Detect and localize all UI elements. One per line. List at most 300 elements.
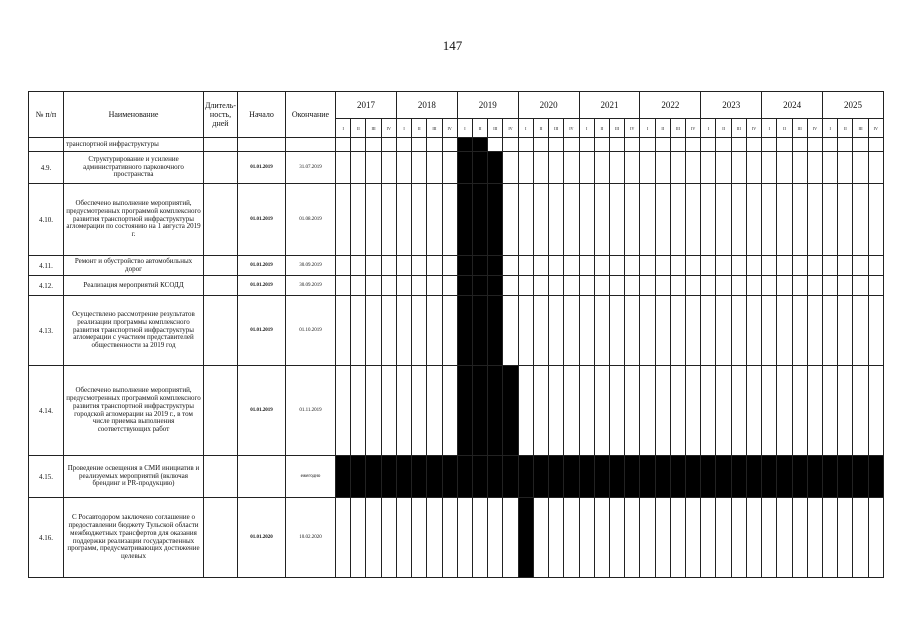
quarter-header: I xyxy=(579,119,594,138)
gantt-empty-cell xyxy=(381,152,396,184)
row-name: транспортной инфраструктуры xyxy=(64,138,204,152)
gantt-empty-cell xyxy=(701,498,716,578)
gantt-empty-cell xyxy=(457,498,472,578)
gantt-empty-cell xyxy=(412,366,427,456)
gantt-empty-cell xyxy=(686,256,701,276)
quarter-header: IV xyxy=(442,119,457,138)
gantt-bar-cell xyxy=(381,456,396,498)
gantt-empty-cell xyxy=(731,498,746,578)
gantt-empty-cell xyxy=(701,184,716,256)
quarter-header: IV xyxy=(807,119,822,138)
gantt-empty-cell xyxy=(609,366,624,456)
gantt-bar-cell xyxy=(488,256,503,276)
gantt-empty-cell xyxy=(533,256,548,276)
gantt-bar-cell xyxy=(457,152,472,184)
row-duration xyxy=(204,276,238,296)
quarter-header: II xyxy=(351,119,366,138)
gantt-empty-cell xyxy=(762,138,777,152)
row-start-date: 01.01.2019 xyxy=(238,184,286,256)
gantt-bar-cell xyxy=(549,456,564,498)
gantt-empty-cell xyxy=(427,184,442,256)
gantt-empty-cell xyxy=(686,138,701,152)
row-start-date: 01.01.2019 xyxy=(238,256,286,276)
gantt-empty-cell xyxy=(503,256,518,276)
quarter-header: II xyxy=(412,119,427,138)
gantt-empty-cell xyxy=(701,296,716,366)
gantt-empty-cell xyxy=(427,152,442,184)
row-number: 4.13. xyxy=(29,296,64,366)
row-name: Обеспечено выполнение мероприятий, предусмотренных программой комплексного развития транспортной инфраструктуры агломерации по состоянию на 1 августа 2019 г. xyxy=(64,184,204,256)
year-header: 2020 xyxy=(518,92,579,119)
gantt-empty-cell xyxy=(549,256,564,276)
row-start-date: 01.01.2020 xyxy=(238,498,286,578)
gantt-empty-cell xyxy=(396,276,411,296)
gantt-empty-cell xyxy=(655,138,670,152)
gantt-empty-cell xyxy=(381,366,396,456)
gantt-empty-cell xyxy=(716,498,731,578)
gantt-bar-cell xyxy=(488,276,503,296)
gantt-empty-cell xyxy=(640,366,655,456)
gantt-empty-cell xyxy=(351,366,366,456)
gantt-empty-cell xyxy=(731,184,746,256)
gantt-empty-cell xyxy=(792,366,807,456)
gantt-empty-cell xyxy=(442,184,457,256)
gantt-empty-cell xyxy=(853,366,868,456)
gantt-bar-cell xyxy=(762,456,777,498)
gantt-empty-cell xyxy=(609,184,624,256)
gantt-empty-cell xyxy=(838,296,853,366)
row-duration xyxy=(204,456,238,498)
gantt-bar-cell xyxy=(731,456,746,498)
gantt-empty-cell xyxy=(579,296,594,366)
gantt-empty-cell xyxy=(518,276,533,296)
gantt-empty-cell xyxy=(853,184,868,256)
gantt-empty-cell xyxy=(868,152,883,184)
gantt-empty-cell xyxy=(701,256,716,276)
gantt-empty-cell xyxy=(442,152,457,184)
gantt-bar-cell xyxy=(777,456,792,498)
gantt-empty-cell xyxy=(533,276,548,296)
row-start-date xyxy=(238,456,286,498)
gantt-empty-cell xyxy=(564,256,579,276)
gantt-empty-cell xyxy=(609,152,624,184)
gantt-empty-cell xyxy=(640,296,655,366)
gantt-bar-cell xyxy=(716,456,731,498)
header-start: Начало xyxy=(238,92,286,138)
row-start-date: 01.01.2019 xyxy=(238,366,286,456)
gantt-empty-cell xyxy=(807,152,822,184)
gantt-empty-cell xyxy=(488,498,503,578)
gantt-empty-cell xyxy=(746,152,761,184)
gantt-empty-cell xyxy=(579,276,594,296)
quarter-header: I xyxy=(823,119,838,138)
gantt-bar-cell xyxy=(640,456,655,498)
gantt-empty-cell xyxy=(412,152,427,184)
gantt-bar-cell xyxy=(472,256,487,276)
row-end-date: 01.08.2019 xyxy=(286,184,336,256)
gantt-empty-cell xyxy=(823,256,838,276)
gantt-empty-cell xyxy=(640,276,655,296)
gantt-empty-cell xyxy=(746,366,761,456)
gantt-bar-cell xyxy=(351,456,366,498)
gantt-empty-cell xyxy=(564,276,579,296)
gantt-empty-cell xyxy=(564,138,579,152)
gantt-empty-cell xyxy=(351,184,366,256)
gantt-bar-cell xyxy=(579,456,594,498)
gantt-empty-cell xyxy=(625,184,640,256)
gantt-empty-cell xyxy=(762,296,777,366)
row-number: 4.16. xyxy=(29,498,64,578)
gantt-empty-cell xyxy=(412,296,427,366)
gantt-empty-cell xyxy=(807,256,822,276)
gantt-empty-cell xyxy=(625,498,640,578)
gantt-bar-cell xyxy=(472,366,487,456)
gantt-empty-cell xyxy=(807,184,822,256)
row-end-date: 10.02.2020 xyxy=(286,498,336,578)
gantt-empty-cell xyxy=(503,184,518,256)
gantt-empty-cell xyxy=(381,138,396,152)
schedule-row xyxy=(29,366,884,456)
gantt-empty-cell xyxy=(640,498,655,578)
quarter-header: III xyxy=(731,119,746,138)
gantt-empty-cell xyxy=(609,138,624,152)
gantt-empty-cell xyxy=(381,256,396,276)
gantt-empty-cell xyxy=(868,296,883,366)
gantt-bar-cell xyxy=(564,456,579,498)
gantt-bar-cell xyxy=(472,276,487,296)
gantt-empty-cell xyxy=(655,256,670,276)
row-duration xyxy=(204,256,238,276)
gantt-empty-cell xyxy=(716,296,731,366)
gantt-empty-cell xyxy=(351,152,366,184)
row-duration xyxy=(204,296,238,366)
quarter-header: I xyxy=(640,119,655,138)
gantt-empty-cell xyxy=(503,138,518,152)
gantt-empty-cell xyxy=(823,138,838,152)
gantt-bar-cell xyxy=(823,456,838,498)
gantt-empty-cell xyxy=(533,296,548,366)
gantt-empty-cell xyxy=(564,366,579,456)
gantt-empty-cell xyxy=(868,498,883,578)
gantt-bar-cell xyxy=(609,456,624,498)
gantt-empty-cell xyxy=(868,366,883,456)
gantt-empty-cell xyxy=(686,184,701,256)
gantt-empty-cell xyxy=(762,152,777,184)
gantt-bar-cell xyxy=(457,138,472,152)
gantt-empty-cell xyxy=(655,366,670,456)
year-header: 2021 xyxy=(579,92,640,119)
gantt-empty-cell xyxy=(655,498,670,578)
gantt-bar-cell xyxy=(518,456,533,498)
gantt-empty-cell xyxy=(427,498,442,578)
gantt-empty-cell xyxy=(594,256,609,276)
gantt-empty-cell xyxy=(731,276,746,296)
gantt-empty-cell xyxy=(381,296,396,366)
schedule-row xyxy=(29,138,884,152)
quarter-header: IV xyxy=(746,119,761,138)
row-number: 4.11. xyxy=(29,256,64,276)
gantt-bar-cell xyxy=(336,456,351,498)
gantt-empty-cell xyxy=(503,276,518,296)
gantt-empty-cell xyxy=(518,296,533,366)
row-number: 4.12. xyxy=(29,276,64,296)
row-name: Осуществлено рассмотрение результатов реализации программы комплексного развития транспортной инфраструктуры агломерации с участием представителей общественности за 2019 год xyxy=(64,296,204,366)
gantt-empty-cell xyxy=(655,276,670,296)
gantt-bar-cell xyxy=(472,138,487,152)
gantt-empty-cell xyxy=(670,152,685,184)
gantt-empty-cell xyxy=(579,184,594,256)
quarter-header: II xyxy=(838,119,853,138)
gantt-bar-cell xyxy=(807,456,822,498)
year-header: 2024 xyxy=(762,92,823,119)
row-duration xyxy=(204,184,238,256)
gantt-empty-cell xyxy=(777,296,792,366)
gantt-empty-cell xyxy=(366,276,381,296)
quarter-header: I xyxy=(518,119,533,138)
gantt-empty-cell xyxy=(655,152,670,184)
gantt-empty-cell xyxy=(823,152,838,184)
gantt-bar-cell xyxy=(503,456,518,498)
quarter-header: IV xyxy=(503,119,518,138)
gantt-empty-cell xyxy=(823,276,838,296)
gantt-empty-cell xyxy=(518,152,533,184)
gantt-bar-cell xyxy=(488,152,503,184)
row-end-date: 30.09.2019 xyxy=(286,256,336,276)
gantt-bar-cell xyxy=(670,456,685,498)
row-name: Структурирование и усиление административного парковочного пространства xyxy=(64,152,204,184)
gantt-empty-cell xyxy=(640,256,655,276)
gantt-bar-cell xyxy=(488,456,503,498)
gantt-empty-cell xyxy=(427,276,442,296)
gantt-empty-cell xyxy=(838,256,853,276)
gantt-empty-cell xyxy=(746,138,761,152)
gantt-empty-cell xyxy=(655,184,670,256)
gantt-empty-cell xyxy=(762,366,777,456)
gantt-empty-cell xyxy=(670,184,685,256)
gantt-empty-cell xyxy=(701,276,716,296)
row-end-date: ежегодно xyxy=(286,456,336,498)
schedule-body xyxy=(29,138,884,578)
gantt-empty-cell xyxy=(533,138,548,152)
year-header: 2019 xyxy=(457,92,518,119)
gantt-empty-cell xyxy=(564,152,579,184)
gantt-empty-cell xyxy=(518,184,533,256)
year-header: 2023 xyxy=(701,92,762,119)
gantt-empty-cell xyxy=(838,152,853,184)
quarter-header: III xyxy=(366,119,381,138)
quarter-header: I xyxy=(457,119,472,138)
row-name: С Росавтодором заключено соглашение о предоставлении бюджету Тульской области межбюджетных трансфертов для оказания поддержки реализации государственных программ, предусматривающих достижение целевых xyxy=(64,498,204,578)
gantt-empty-cell xyxy=(792,276,807,296)
gantt-empty-cell xyxy=(625,138,640,152)
gantt-empty-cell xyxy=(336,152,351,184)
gantt-empty-cell xyxy=(533,498,548,578)
gantt-empty-cell xyxy=(716,152,731,184)
gantt-empty-cell xyxy=(366,498,381,578)
quarter-header: IV xyxy=(381,119,396,138)
gantt-empty-cell xyxy=(381,498,396,578)
gantt-schedule-table xyxy=(28,91,884,578)
quarter-header: III xyxy=(609,119,624,138)
row-name: Проведение освещения в СМИ инициатив и реализуемых мероприятий (включая брендинг и PR-продукцию) xyxy=(64,456,204,498)
row-number: 4.9. xyxy=(29,152,64,184)
gantt-empty-cell xyxy=(442,138,457,152)
gantt-bar-cell xyxy=(838,456,853,498)
quarter-header: III xyxy=(549,119,564,138)
row-name: Ремонт и обустройство автомобильных дорог xyxy=(64,256,204,276)
schedule-row xyxy=(29,152,884,184)
gantt-empty-cell xyxy=(549,366,564,456)
gantt-empty-cell xyxy=(792,256,807,276)
gantt-empty-cell xyxy=(564,184,579,256)
gantt-empty-cell xyxy=(746,276,761,296)
quarter-header: IV xyxy=(686,119,701,138)
gantt-empty-cell xyxy=(336,498,351,578)
gantt-bar-cell xyxy=(655,456,670,498)
gantt-empty-cell xyxy=(366,366,381,456)
quarter-header: III xyxy=(488,119,503,138)
gantt-empty-cell xyxy=(823,184,838,256)
schedule-row xyxy=(29,498,884,578)
gantt-empty-cell xyxy=(777,256,792,276)
header-end: Окончание xyxy=(286,92,336,138)
gantt-empty-cell xyxy=(503,498,518,578)
row-number: 4.14. xyxy=(29,366,64,456)
gantt-bar-cell xyxy=(412,456,427,498)
gantt-empty-cell xyxy=(609,256,624,276)
quarter-header: II xyxy=(472,119,487,138)
gantt-empty-cell xyxy=(351,138,366,152)
gantt-empty-cell xyxy=(396,184,411,256)
gantt-empty-cell xyxy=(609,296,624,366)
gantt-empty-cell xyxy=(442,498,457,578)
gantt-empty-cell xyxy=(807,296,822,366)
gantt-empty-cell xyxy=(427,296,442,366)
row-end-date: 30.09.2019 xyxy=(286,276,336,296)
gantt-bar-cell xyxy=(792,456,807,498)
quarter-header: IV xyxy=(564,119,579,138)
gantt-bar-cell xyxy=(488,296,503,366)
gantt-empty-cell xyxy=(838,184,853,256)
gantt-empty-cell xyxy=(762,276,777,296)
quarter-header: II xyxy=(777,119,792,138)
gantt-empty-cell xyxy=(336,256,351,276)
gantt-empty-cell xyxy=(762,256,777,276)
gantt-empty-cell xyxy=(396,296,411,366)
gantt-bar-cell xyxy=(518,498,533,578)
gantt-empty-cell xyxy=(412,498,427,578)
row-duration xyxy=(204,138,238,152)
gantt-empty-cell xyxy=(336,138,351,152)
row-end-date: 31.07.2019 xyxy=(286,152,336,184)
gantt-empty-cell xyxy=(549,184,564,256)
gantt-empty-cell xyxy=(366,296,381,366)
gantt-empty-cell xyxy=(868,138,883,152)
gantt-empty-cell xyxy=(564,296,579,366)
gantt-bar-cell xyxy=(488,184,503,256)
gantt-empty-cell xyxy=(412,184,427,256)
gantt-empty-cell xyxy=(366,138,381,152)
gantt-empty-cell xyxy=(442,366,457,456)
gantt-empty-cell xyxy=(579,498,594,578)
quarter-header: I xyxy=(701,119,716,138)
gantt-empty-cell xyxy=(625,152,640,184)
row-end-date: 01.11.2019 xyxy=(286,366,336,456)
gantt-empty-cell xyxy=(396,138,411,152)
gantt-empty-cell xyxy=(807,366,822,456)
row-start-date: 01.01.2019 xyxy=(238,276,286,296)
gantt-empty-cell xyxy=(442,296,457,366)
gantt-bar-cell xyxy=(533,456,548,498)
gantt-bar-cell xyxy=(472,184,487,256)
row-number: 4.15. xyxy=(29,456,64,498)
gantt-empty-cell xyxy=(777,184,792,256)
gantt-empty-cell xyxy=(686,276,701,296)
gantt-empty-cell xyxy=(594,152,609,184)
gantt-empty-cell xyxy=(549,152,564,184)
gantt-empty-cell xyxy=(746,296,761,366)
gantt-empty-cell xyxy=(549,276,564,296)
gantt-empty-cell xyxy=(381,276,396,296)
gantt-empty-cell xyxy=(503,152,518,184)
gantt-empty-cell xyxy=(716,184,731,256)
gantt-empty-cell xyxy=(396,498,411,578)
gantt-empty-cell xyxy=(777,498,792,578)
gantt-empty-cell xyxy=(792,184,807,256)
gantt-empty-cell xyxy=(823,296,838,366)
gantt-empty-cell xyxy=(351,276,366,296)
gantt-empty-cell xyxy=(594,138,609,152)
gantt-empty-cell xyxy=(686,498,701,578)
gantt-empty-cell xyxy=(868,256,883,276)
schedule-row xyxy=(29,276,884,296)
schedule-row xyxy=(29,456,884,498)
schedule-row xyxy=(29,184,884,256)
gantt-bar-cell xyxy=(868,456,883,498)
gantt-empty-cell xyxy=(366,184,381,256)
header-name: Наименование xyxy=(64,92,204,138)
gantt-empty-cell xyxy=(838,366,853,456)
gantt-empty-cell xyxy=(442,276,457,296)
gantt-empty-cell xyxy=(533,152,548,184)
gantt-empty-cell xyxy=(625,256,640,276)
schedule-row xyxy=(29,296,884,366)
gantt-empty-cell xyxy=(686,366,701,456)
gantt-empty-cell xyxy=(472,498,487,578)
quarter-header: II xyxy=(655,119,670,138)
row-duration xyxy=(204,366,238,456)
gantt-bar-cell xyxy=(442,456,457,498)
gantt-empty-cell xyxy=(792,296,807,366)
gantt-empty-cell xyxy=(838,276,853,296)
gantt-empty-cell xyxy=(533,184,548,256)
gantt-bar-cell xyxy=(686,456,701,498)
gantt-empty-cell xyxy=(823,366,838,456)
page-number: 147 xyxy=(442,38,463,53)
gantt-empty-cell xyxy=(868,276,883,296)
gantt-empty-cell xyxy=(686,296,701,366)
gantt-bar-cell xyxy=(366,456,381,498)
gantt-empty-cell xyxy=(533,366,548,456)
gantt-bar-cell xyxy=(457,276,472,296)
row-name: Обеспечено выполнение мероприятий, предусмотренных программой комплексного развития транспортной инфраструктуры городской агломерации на 2019 г., в том числе приемка выполнения соответствующих работ xyxy=(64,366,204,456)
gantt-empty-cell xyxy=(807,138,822,152)
gantt-empty-cell xyxy=(777,366,792,456)
row-start-date: 01.01.2019 xyxy=(238,296,286,366)
quarter-header: I xyxy=(396,119,411,138)
gantt-empty-cell xyxy=(701,138,716,152)
quarter-header: IV xyxy=(625,119,640,138)
